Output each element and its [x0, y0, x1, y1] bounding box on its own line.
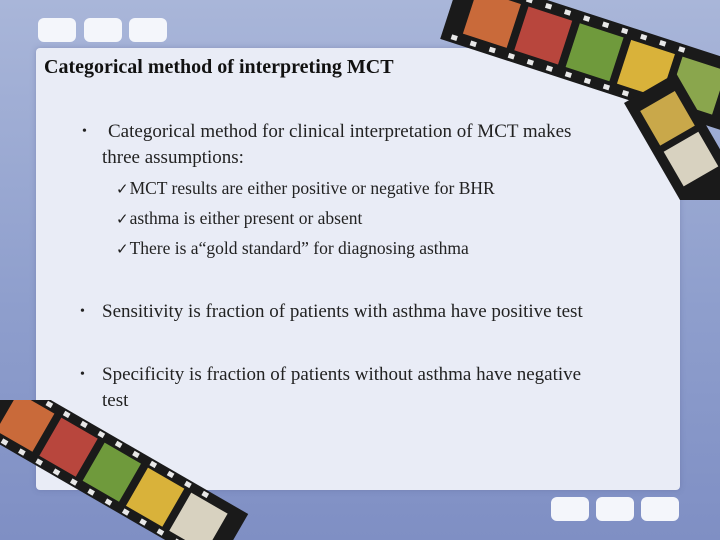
- sub-point-text: asthma is either present or absent: [129, 208, 363, 228]
- bottom-tab-1: [551, 497, 589, 521]
- bullet-text-line1: Categorical method for clinical interpretation of MCT makes: [108, 121, 572, 142]
- film-strip-bottom-left-icon: [0, 400, 260, 540]
- check-icon: ✓: [116, 180, 129, 198]
- bullet-text-line2: three assumptions:: [102, 147, 244, 168]
- sub-point-text: There is a“gold standard” for diagnosing asthma: [129, 238, 469, 258]
- bullet-specificity: [80, 362, 672, 414]
- sub-point-text: MCT results are either positive or negative for BHR: [129, 178, 495, 198]
- bullet-text-line1: Specificity is fraction of patients without asthma have negative: [102, 364, 582, 385]
- bottom-tab-3: [641, 497, 679, 521]
- top-tab-1: [38, 18, 76, 42]
- sub-point-3: [116, 238, 469, 259]
- bullet-sensitivity: [80, 299, 672, 325]
- sub-point-2: [116, 208, 362, 229]
- bullet-glyph: •: [80, 304, 85, 319]
- check-icon: ✓: [116, 210, 129, 228]
- bullet-text: Sensitivity is fraction of patients with asthma have positive test: [102, 301, 583, 322]
- bullet-glyph: •: [80, 367, 85, 382]
- bullet-assumptions: [82, 119, 672, 171]
- sub-point-1: [116, 178, 495, 199]
- bottom-tab-2: [596, 497, 634, 521]
- top-tab-2: [84, 18, 122, 42]
- slide-title: Categorical method of interpreting MCT: [44, 56, 394, 78]
- check-icon: ✓: [116, 240, 129, 258]
- top-tab-3: [129, 18, 167, 42]
- bullet-glyph: •: [82, 124, 87, 139]
- bullet-text-line2: test: [102, 390, 129, 411]
